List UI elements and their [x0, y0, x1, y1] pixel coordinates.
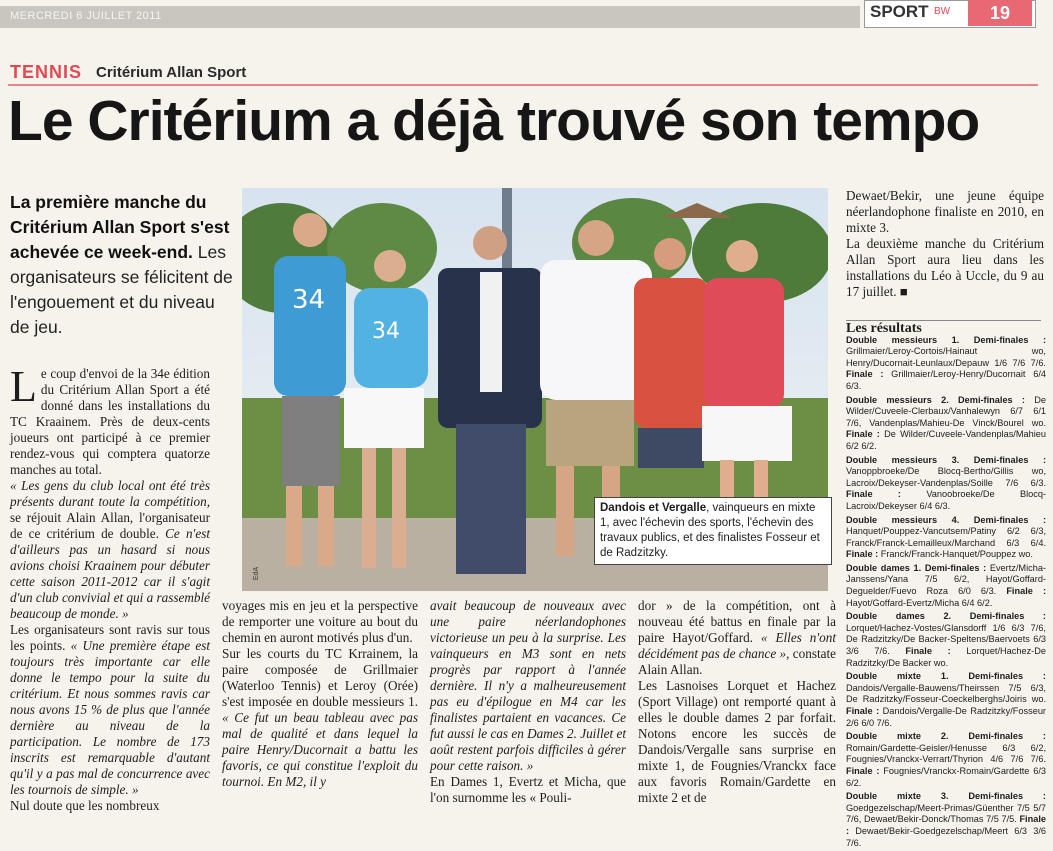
result-final-label: Finale : [846, 549, 879, 560]
c1-quote-3: « Une première étape est toujours très importante car elle donne le tempo pour la suite du critérium. Et nous sommes ravis car nous avons 15 % de plus que l'année dernière au niveau de la participation. Le nombre de 173 inscrits est remarquable d'autant qu'il y a pas mal de concurrence avec les tournois de simple. » [10, 638, 210, 797]
result-final-text: Grillmaier/Leroy-Henry/Ducornait 6/4 6/3. [846, 369, 1046, 391]
result-entry [846, 563, 1046, 609]
article-column-4 [638, 598, 836, 806]
results-box [846, 323, 1046, 851]
result-text: Vanoppbroeke/De Blocq-Bertho/Gillis wo, Lacroix/Dekeyser-Vandenplas/Soille 7/6 6/3. [846, 466, 1046, 488]
result-final-text: Hayot/Goffard-Evertz/Micha 6/4 6/2. [846, 597, 993, 608]
caption-rest: , vainqueurs en mixte 1, avec l'échevin des sports, l'échevin des travaux publics, et des finalistes Fosseur et de Radzitzky. [600, 502, 820, 559]
result-entry [846, 671, 1046, 729]
page-header [0, 0, 1053, 30]
result-text: Lorquet/Hachez-Vostes/Glansdorff 1/6 6/3 7/6, De Radzitzky/De Backer-Speltens/Baervoets 6/3 3/6 7/6. [846, 622, 1046, 657]
result-final-text: De Wilder/Cuveele-Vandenplas/Mahieu 6/2 6/2. [846, 429, 1046, 451]
result-category: Double mixte 3. Demi-finales : [846, 791, 1046, 802]
c2-text-2: Sur les courts du TC Krrainem, la paire composée de Grillmaier (Waterloo Tennis) et Leroy (Orée) s'est imposée en double messieurs 1. [222, 646, 418, 709]
region-label: BW [934, 6, 951, 17]
result-category: Double messieurs 2. Demi-finales : [846, 394, 1025, 405]
rubric-subtitle: Critérium Allan Sport [96, 64, 247, 81]
c5-paragraph-2: La deuxième manche du Critérium Allan Sport aura lieu dans les installations du Léo à Uccle, du 9 au 17 juillet. ■ [846, 236, 1044, 299]
article-column-5 [846, 188, 1044, 300]
photo-caption [594, 497, 832, 565]
article-column-3 [430, 598, 626, 806]
c1-text-1: e coup d'envoi de la 34e édition du Critérium Allan Sport a été donné dans les installations du TC Kraainem. Près de deux-cents joueurs ont participé à ce premier rendez-vous qui comptera quatorze manches au total. [10, 366, 210, 477]
c4-paragraph-1 [638, 598, 836, 678]
intro-rest: Les organisateurs se félicitent de l'engouement et du niveau de jeu. [10, 242, 233, 337]
svg-text:34: 34 [292, 285, 326, 315]
c3-quote-1: avait beaucoup de nouveaux avec une paire néerlandophones victorieuse un peu à la surprise. Les vainqueurs en M3 sont en nets progrès par rapport à l'année dernière. Il n'y a malheureusement pas eu d'épilogue en M4 car les finalistes partaient en vacances. Ce fut aussi le cas en Dames 2. Juillet et août restent parfois difficiles à gérer pour cette raison. » [430, 598, 626, 773]
result-category: Double messieurs 4. Demi-finales : [846, 514, 1046, 525]
result-category: Double mixte 1. Demi-finales : [846, 671, 1046, 682]
c1-quote-1: « Les gens du club local ont été très présents durant toute la compétition, [10, 478, 210, 509]
page-number: 19 [968, 0, 1032, 26]
intro-paragraph [10, 190, 235, 340]
result-text: De Wilder/Cuveele-Clerbaux/Vanhalewyn 6/7 6/1 7/6, Vandenplas/Mahieu-De Vinck/Bourel wo. [846, 394, 1046, 428]
result-text: Goedgezelschap/Meert-Primas/Güenther 7/5 5/7 7/6, Dewaet/Bekir-Donck/Thomas 7/5 7/5. [846, 802, 1046, 825]
intro-bold: La première manche du Critérium Allan Sport s'est achevée ce week-end. [10, 192, 230, 262]
c2-paragraph-1: voyages mis en jeu et la perspective de remporter une voiture au bout du chemin en auront motivés plus d'un. [222, 598, 418, 645]
result-final-text: Dewaet/Bekir-Goedgezelschap/Meert 6/3 3/6 7/6. [846, 825, 1046, 848]
result-final-text: Fougnies/Vranckx-Romain/Gardette 6/3 6/2. [846, 765, 1046, 788]
result-category: Double dames 1. Demi-finales : [846, 562, 987, 573]
dropcap: L [10, 362, 37, 411]
result-final-label: Finale : [996, 586, 1047, 597]
c5-paragraph-1: Dewaet/Bekir, une jeune équipe néerlandophone finaliste en 2010, en mixte 3. [846, 188, 1044, 235]
result-final-label: Finale : [846, 429, 880, 440]
rubric-label: TENNIS [10, 62, 83, 82]
c2-paragraph-2 [222, 646, 418, 790]
result-final-text: Dandois/Vergalle-De Radzitzky/Fosseur 2/6 6/0 7/6. [846, 706, 1046, 728]
c4-text-1: dor » de la compétition, ont à nouveau été battus en finale par la paire Hayot/Goffard. [638, 598, 836, 645]
result-category: Double mixte 2. Demi-finales : [846, 731, 1046, 742]
results-list [846, 335, 1046, 850]
result-entry [846, 335, 1046, 393]
result-final-label: Finale : [846, 706, 880, 716]
result-text: Hanquet/Pouppez-Vancutsem/Patiny 6/2 6/3, Franck/Franck-Lemailleux/Marchand 6/3 6/4. [846, 526, 1046, 548]
result-text: Evertz/Micha-Janssens/Yana 7/5 6/2, Hayot/Goffard-Deguelder/Fuevo Roza 6/0 6/3. [846, 562, 1046, 597]
c4-text-1b: constate Alain Allan. [638, 646, 836, 677]
result-final-label: Finale : [846, 369, 884, 380]
results-title: Les résultats [846, 321, 922, 336]
result-final-label: Finale : [889, 646, 951, 657]
result-entry [846, 455, 1046, 513]
result-final-label: Finale : [846, 489, 901, 500]
c2-quote-1: « Ce fut un beau tableau avec pas mal de qualité et dans lequel la paire Henry/Ducornait a battu les favoris, ce qui constitue l'exploit du tournoi. En M2, il y [222, 710, 418, 789]
caption-bold: Dandois et Vergalle [600, 502, 707, 514]
section-label: SPORT [870, 2, 929, 21]
result-final-text: Franck/Franck-Hanquet/Pouppez wo. [878, 549, 1033, 560]
result-text: Grillmaier/Leroy-Cortois/Hainaut wo, Henry/Ducornait-Leunlaux/Depauw 1/6 7/6 7/6. [846, 346, 1046, 368]
article-column-2 [222, 598, 418, 790]
result-category: Double dames 2. Demi-finales : [846, 611, 1046, 622]
c1-quote-2: Ce n'est d'ailleurs pas un hasard si nous avions choisi Kraainem pour débuter cette saison 2011-2012 car il s'agit d'un club convivial et qui a rassemblé beaucoup de monde. » [10, 526, 211, 621]
issue-date: MERCREDI 6 JUILLET 2011 [10, 10, 162, 22]
result-category: Double messieurs 3. Demi-finales : [846, 454, 1046, 465]
article-column-1 [10, 362, 211, 814]
result-entry [846, 731, 1046, 789]
c4-paragraph-2: Les Lasnoises Lorquet et Hachez (Sport Village) ont remporté quant à elles le double dames 2 par forfait. Notons encore les succès de Dandois/Vergalle sans surprise en mixte 1, de Fougnies/Vranckx face aux favoris Romain/Gardette en mixte 2 et de [638, 678, 836, 805]
result-text: Dandois/Vergalle-Bauwens/Theirssen 7/5 6/3, De Radzitzky/Fosseur-Coeckelberghs/Joiris wo. [846, 682, 1046, 705]
c1-text-3: Les organisateurs sont ravis sur tous les points. [10, 622, 210, 653]
c1-text-2: se réjouit Alain Allan, l'organisateur de ce critérium de double. [10, 510, 210, 541]
c1-paragraph-4: Nul doute que les nombreux [10, 798, 160, 813]
result-entry [846, 791, 1046, 849]
result-final-text: Lorquet/Hachez-De Radzitzky/De Backer wo. [846, 646, 1046, 668]
result-entry [846, 515, 1046, 561]
result-category: Double messieurs 1. Demi-finales : [846, 334, 1046, 345]
svg-text:34: 34 [372, 319, 400, 344]
result-entry [846, 611, 1046, 669]
rubric-rule [8, 84, 1038, 86]
result-text: Romain/Gardette-Geisler/Henusse 6/3 6/2, Fougnies/Vranckx-Verrart/Thyrion 4/6 7/6 7/6. [846, 742, 1046, 765]
result-final-text: Vanoobroeke/De Blocq-Lacroix/Dekeyser 6/4 6/3. [846, 489, 1046, 511]
photo-credit: EdA [253, 566, 261, 581]
result-final-label: Finale : [846, 814, 1046, 836]
c1-paragraph-2 [10, 478, 210, 622]
c4-quote-1: « Elles n'ont décidément pas de chance », [638, 630, 837, 661]
c3-paragraph-1: En Dames 1, Evertz et Micha, que l'on surnomme les « Pouli- [430, 774, 626, 805]
result-entry [846, 395, 1046, 453]
c1-paragraph-3 [10, 622, 210, 798]
c1-paragraph-1 [10, 362, 210, 478]
result-final-label: Finale : [846, 765, 880, 776]
headline: Le Critérium a déjà trouvé son tempo [8, 89, 980, 153]
